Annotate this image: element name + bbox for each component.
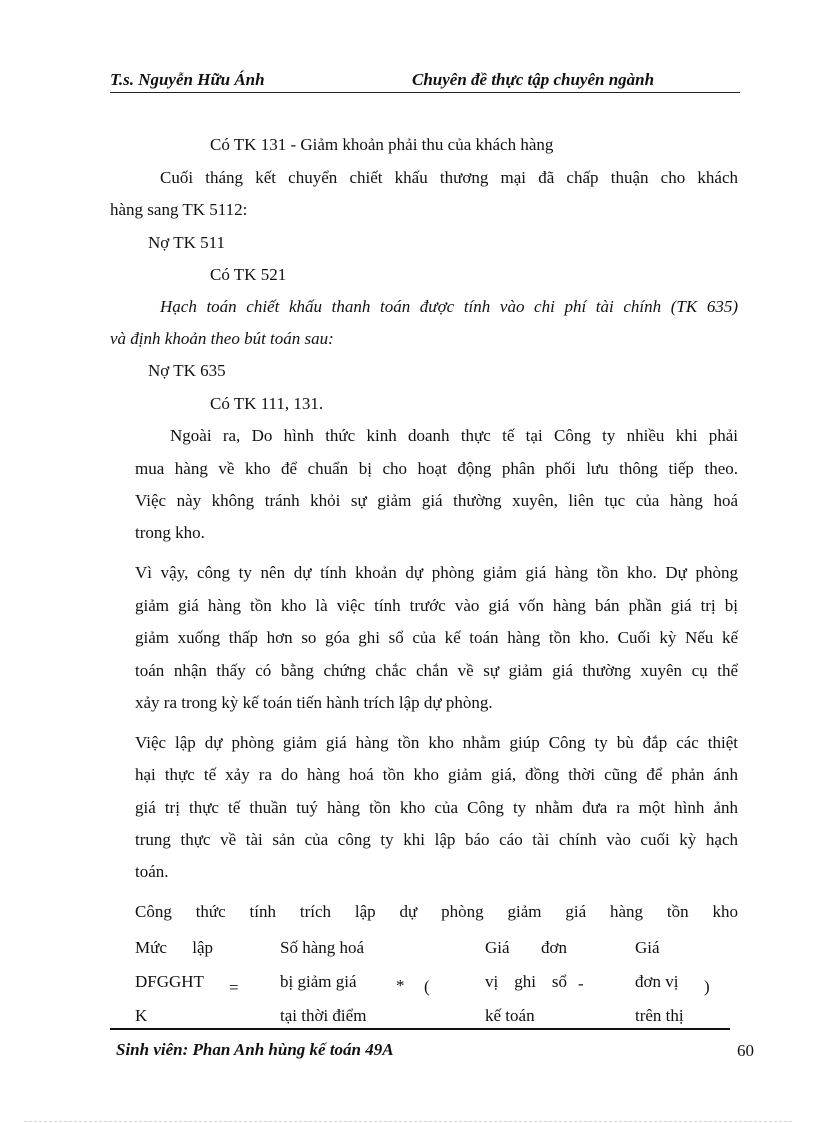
- header-rule: [110, 92, 740, 93]
- formula-term-book-price: kế toán: [485, 1006, 535, 1025]
- paragraph-line: giá trị thực tế thuần tuý hàng tồn kho của Công ty nhằm đưa ra một hình ảnh: [135, 798, 738, 817]
- paragraph-line: giảm xuống thấp hơn so góa ghi sổ của kế toán hàng tồn kho. Cuối kỳ Nếu kế: [135, 628, 738, 647]
- header-title: Chuyên đề thực tập chuyên ngành: [412, 70, 655, 89]
- minus-sign: -: [578, 974, 584, 993]
- footer-student: Sinh viên: Phan Anh hùng kế toán 49A: [116, 1040, 394, 1059]
- paragraph-line: Vì vậy, công ty nên dự tính khoản dự phòng giảm giá hàng tồn kho. Dự phòng: [135, 563, 738, 582]
- paragraph-line: trung thực về tài sản của công ty khi lập báo cáo tài chính vào cuối kỳ hạch: [135, 830, 738, 849]
- equals-sign: =: [229, 978, 239, 997]
- entry-credit-131: Có TK 131 - Giảm khoản phải thu của khách hàng: [210, 135, 554, 154]
- paragraph-line: hàng sang TK 5112:: [110, 200, 248, 219]
- formula-term-quantity: bị giảm giá: [280, 972, 357, 991]
- formula-caption: Công thức tính trích lập dự phòng giảm giá hàng tồn kho: [135, 902, 738, 921]
- paragraph-line: toán.: [135, 862, 169, 881]
- formula-term-market-price: Giá: [635, 938, 660, 957]
- paragraph-line: giảm giá hàng tồn kho là việc tính trước vào giá vốn hàng bán phần giá trị bị: [135, 596, 738, 615]
- formula-term-book-price: vị ghi sổ: [485, 972, 567, 991]
- multiply-sign: *: [396, 976, 405, 995]
- paragraph-line: mua hàng về kho để chuẩn bị cho hoạt động phân phối lưu thông tiếp theo.: [135, 459, 738, 478]
- left-paren: (: [424, 977, 430, 996]
- paragraph-line: Việc lập dự phòng giảm giá hàng tồn kho nhằm giúp Công ty bù đắp các thiệt: [135, 733, 738, 752]
- paragraph-line: Cuối tháng kết chuyển chiết khấu thương mại đã chấp thuận cho khách: [160, 168, 738, 187]
- paragraph-line: hại thực tế xảy ra do hàng hoá tồn kho giảm giá, đồng thời cũng để phản ánh: [135, 765, 738, 784]
- paragraph-line: toán nhận thấy có bằng chứng chắc chắn về sự giảm giá thường xuyên cụ thể: [135, 661, 738, 680]
- paragraph-line: xảy ra trong kỳ kế toán tiến hành trích lập dự phòng.: [135, 693, 493, 712]
- formula-term-market-price: trên thị: [635, 1006, 684, 1025]
- formula-term-quantity: tại thời điểm: [280, 1006, 367, 1025]
- paragraph-line: Việc này không tránh khỏi sự giảm giá thường xuyên, liên tục của hàng hoá: [135, 491, 738, 510]
- paragraph-line: trong kho.: [135, 523, 205, 542]
- formula-term-quantity: Số hàng hoá: [280, 938, 365, 957]
- italic-paragraph-line: Hạch toán chiết khấu thanh toán được tính vào chi phí tài chính (TK 635): [160, 297, 738, 316]
- formula-term-market-price: đơn vị: [635, 972, 679, 991]
- formula-term-muc-lap: DFGGHT: [135, 972, 204, 991]
- entry-credit-521: Có TK 521: [210, 265, 287, 284]
- italic-paragraph-line: và định khoản theo bút toán sau:: [110, 329, 334, 348]
- entry-debit-635: Nợ TK 635: [148, 361, 226, 380]
- footer-rule: [110, 1028, 730, 1030]
- header-author: T.s. Nguyễn Hữu Ánh: [110, 70, 265, 89]
- formula-term-muc-lap: K: [135, 1006, 148, 1025]
- entry-debit-511: Nợ TK 511: [148, 233, 225, 252]
- formula: [100, 930, 760, 1025]
- page-number: 60: [737, 1041, 754, 1060]
- page-edge: [24, 1121, 792, 1122]
- paragraph-line: Ngoài ra, Do hình thức kinh doanh thực tế tại Công ty nhiều khi phải: [170, 426, 738, 445]
- entry-credit-111-131: Có TK 111, 131.: [210, 394, 324, 413]
- formula-term-muc-lap: Mức lập: [135, 938, 213, 957]
- right-paren: ): [704, 977, 710, 996]
- formula-term-book-price: Giá đơn: [485, 938, 567, 957]
